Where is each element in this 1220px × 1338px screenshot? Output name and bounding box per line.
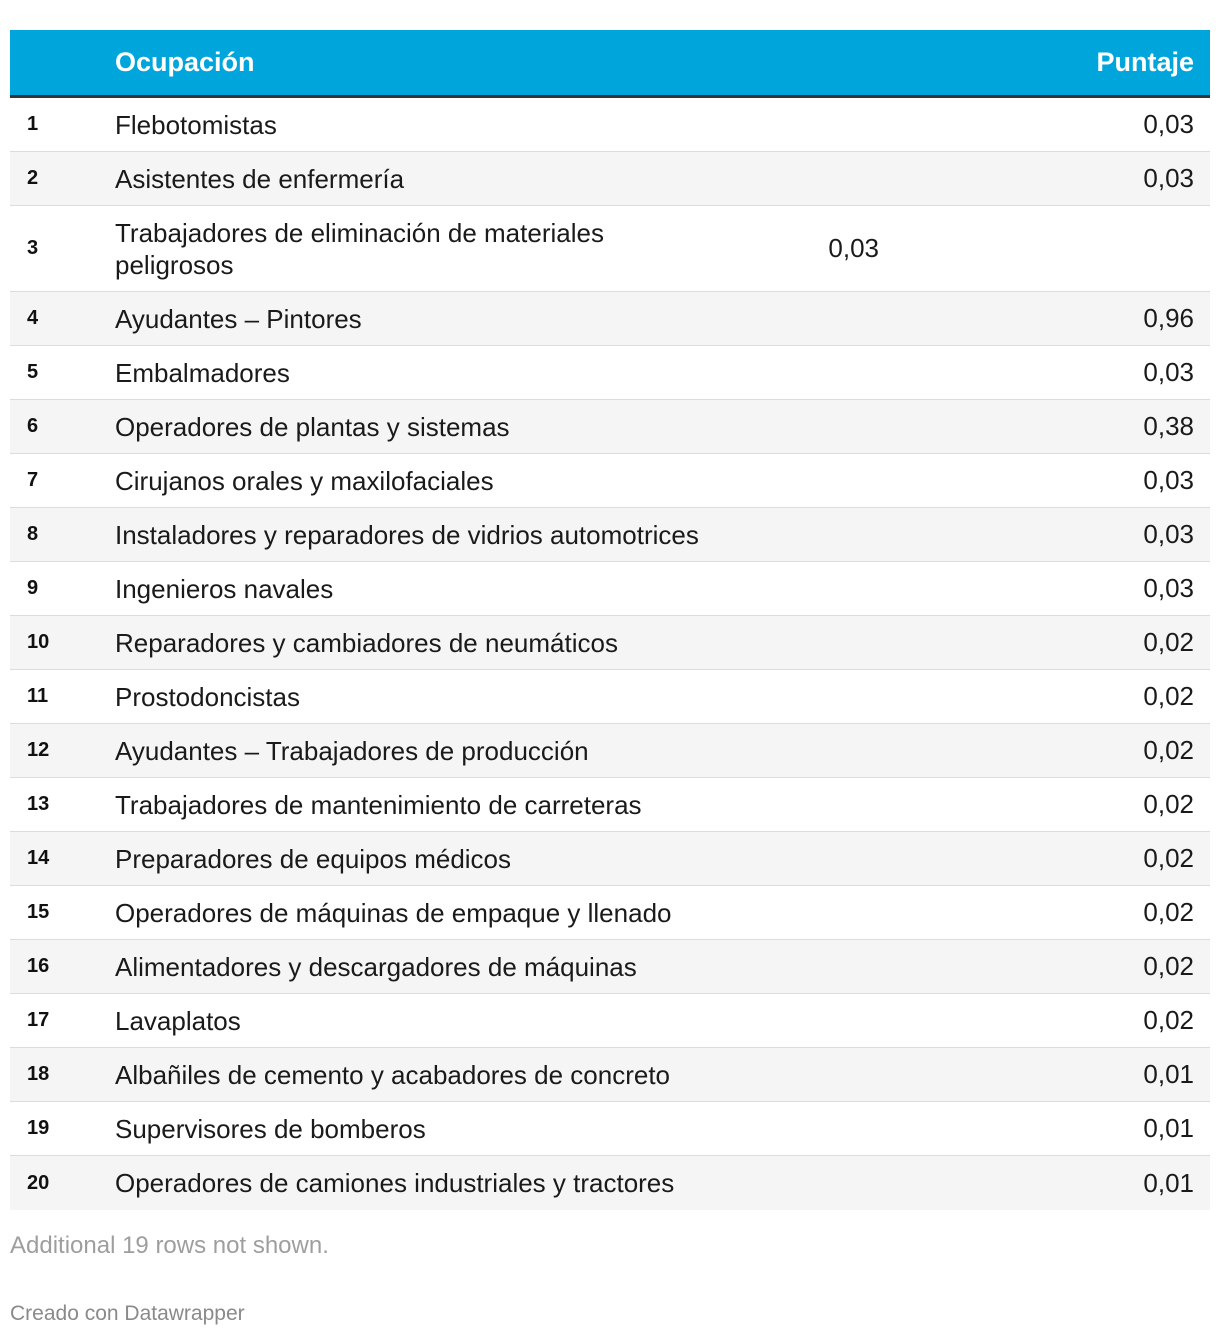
row-occupation: Trabajadores de mantenimiento de carreteras: [115, 789, 642, 820]
row-score: 0,03: [1143, 109, 1194, 139]
row-rank: 2: [27, 167, 39, 189]
row-occupation: Supervisores de bomberos: [115, 1113, 426, 1144]
row-score: 0,02: [1143, 789, 1194, 819]
table-row: [10, 562, 1210, 616]
table-row: [10, 206, 1210, 292]
table-header: [10, 30, 1210, 98]
row-occupation: Operadores de plantas y sistemas: [115, 411, 510, 442]
row-occupation: Ayudantes – Pintores: [115, 303, 362, 334]
table-row: [10, 1102, 1210, 1156]
row-score: 0,03: [1143, 465, 1194, 495]
data-table: [10, 30, 1210, 1210]
table-row: [10, 400, 1210, 454]
row-rank: 15: [27, 901, 50, 923]
table-row: [10, 832, 1210, 886]
table-row: [10, 994, 1210, 1048]
row-score: 0,02: [1143, 735, 1194, 765]
table-body: [10, 98, 1210, 1210]
row-rank: 4: [27, 307, 39, 329]
table-row: [10, 346, 1210, 400]
table-row: [10, 724, 1210, 778]
row-occupation: Ayudantes – Trabajadores de producción: [115, 735, 589, 766]
datawrapper-credit: Creado con Datawrapper: [10, 1302, 245, 1325]
table-row: [10, 616, 1210, 670]
row-score: 0,02: [1143, 627, 1194, 657]
row-rank: 7: [27, 469, 39, 491]
row-occupation: Preparadores de equipos médicos: [115, 843, 512, 874]
row-rank: 8: [27, 523, 39, 545]
row-occupation: Asistentes de enfermería: [115, 163, 405, 194]
row-score: 0,96: [1143, 303, 1194, 333]
row-occupation: Cirujanos orales y maxilofaciales: [115, 465, 494, 496]
table-row: [10, 508, 1210, 562]
row-score: 0,02: [1143, 1005, 1194, 1035]
table-row: [10, 940, 1210, 994]
row-score: 0,02: [1143, 897, 1194, 927]
row-rank: 12: [27, 739, 50, 761]
row-score: 0,03: [1143, 163, 1194, 193]
rows-not-shown-note: Additional 19 rows not shown.: [10, 1232, 329, 1259]
row-occupation: Albañiles de cemento y acabadores de concreto: [115, 1059, 671, 1090]
row-score: 0,01: [1143, 1167, 1194, 1198]
row-occupation: Embalmadores: [115, 357, 290, 388]
row-score: 0,02: [1143, 681, 1194, 711]
row-score: 0,02: [1143, 951, 1194, 981]
row-occupation: Trabajadores de eliminación de materiales peligrosos: [115, 217, 604, 280]
row-rank: 10: [27, 631, 50, 653]
row-occupation: Flebotomistas: [115, 109, 277, 140]
row-occupation: Reparadores y cambiadores de neumáticos: [115, 627, 618, 658]
row-rank: 3: [27, 237, 39, 259]
row-score: 0,03: [1143, 573, 1194, 603]
table-row: [10, 778, 1210, 832]
row-score: 0,38: [1143, 411, 1194, 441]
table-row: [10, 886, 1210, 940]
row-rank: 11: [27, 685, 49, 707]
row-occupation: Lavaplatos: [115, 1005, 241, 1036]
table-row: [10, 1156, 1210, 1210]
row-rank: 5: [27, 361, 39, 383]
row-score: 0,03: [1143, 357, 1194, 387]
header-occupation[interactable]: Ocupación: [115, 47, 255, 77]
row-score: 0,02: [1143, 843, 1194, 873]
table-row: [10, 670, 1210, 724]
row-rank: 13: [27, 793, 50, 815]
row-score: 0,03: [1143, 519, 1194, 549]
table-row: [10, 292, 1210, 346]
table-row: [10, 1048, 1210, 1102]
row-rank: 14: [27, 847, 50, 869]
row-occupation: Instaladores y reparadores de vidrios automotrices: [115, 519, 699, 550]
row-occupation: Operadores de máquinas de empaque y llenado: [115, 897, 672, 928]
row-score: 0,01: [1143, 1059, 1194, 1089]
table-row: [10, 98, 1210, 152]
row-rank: 20: [27, 1171, 50, 1194]
row-rank: 1: [27, 113, 39, 135]
row-occupation: Alimentadores y descargadores de máquinas: [115, 951, 637, 982]
table-row: [10, 152, 1210, 206]
header-score[interactable]: Puntaje: [1096, 47, 1194, 77]
table-row: [10, 454, 1210, 508]
row-occupation: Prostodoncistas: [115, 681, 300, 712]
row-score: 0,03: [828, 233, 879, 263]
row-rank: 9: [27, 577, 39, 599]
row-rank: 6: [27, 415, 39, 437]
row-rank: 17: [27, 1009, 50, 1031]
row-score: 0,01: [1143, 1113, 1194, 1143]
row-occupation: Ingenieros navales: [115, 573, 334, 604]
row-rank: 19: [27, 1117, 50, 1139]
row-rank: 18: [27, 1063, 50, 1085]
row-rank: 16: [27, 955, 50, 977]
row-occupation: Operadores de camiones industriales y tractores: [115, 1168, 675, 1198]
